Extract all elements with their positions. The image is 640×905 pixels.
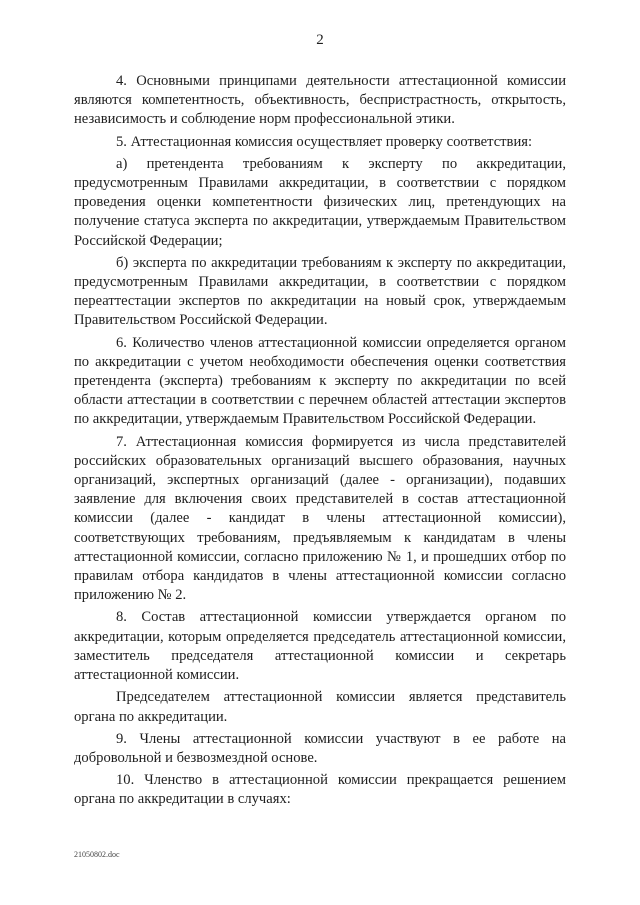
paragraph-8-chair: Председателем аттестационной комиссии является представитель органа по аккредитации. <box>74 689 566 725</box>
paragraph-5: 5. Аттестационная комиссия осуществляет проверку соответствия: <box>116 133 533 150</box>
paragraph-5b: б) эксперта по аккредитации требованиям к эксперту по аккредитации, предусмотренным Правилами аккредитации, в соответствии с порядком переаттестации экспертов по аккредитации на новый срок, утверждаемым Правительством Российской Федерации. <box>74 254 566 329</box>
paragraph-6: 6. Количество членов аттестационной комиссии определяется органом по аккредитации с учетом необходимости обеспечения оценки соответствия претендента (эксперта) требованиям к эксперту по аккредитации по всей области аттестации в соответствии с перечнем областей аттестации экспертов по аккредитации, утверждаемым Правительством Российской Федерации. <box>74 334 566 428</box>
page-number: 2 <box>316 32 324 48</box>
paragraph-8: 8. Состав аттестационной комиссии утверждается органом по аккредитации, которым определяется председатель аттестационной комиссии, заместитель председателя аттестационной комиссии и секретарь аттестационной комиссии. <box>74 609 566 684</box>
paragraph-7: 7. Аттестационная комиссия формируется из числа представителей российских образовательных организаций высшего образования, научных организаций, экспертных организаций (далее - организации), подавших заявление для включения своих представителей в состав аттестационной комиссии (далее - кандидат в члены аттестационной комиссии), соответствующих требованиям, предъявляемым к кандидатам в члены аттестационной комиссии, согласно приложению № 1, и прошедших отбор по правилам отбора кандидатов в члены аттестационной комиссии согласно приложению № 2. <box>74 433 566 604</box>
footer-filename: 21050802.doc <box>74 850 120 859</box>
paragraph-5a: а) претендента требованиям к эксперту по аккредитации, предусмотренным Правилами аккредитации, в соответствии с порядком проведения оценки компетентности физических лиц, претендующих на получение статуса эксперта по аккредитации, утверждаемым Правительством Российской Федерации; <box>74 155 566 249</box>
paragraph-10: 10. Членство в аттестационной комиссии прекращается решением органа по аккредитации в случаях: <box>74 772 566 808</box>
paragraph-9: 9. Члены аттестационной комиссии участвуют в ее работе на добровольной и безвозмездной основе. <box>74 730 566 766</box>
paragraph-4: 4. Основными принципами деятельности аттестационной комиссии являются компетентность, объективность, беспристрастность, открытость, независимость и соблюдение норм профессиональной этики. <box>74 73 566 128</box>
document-body <box>74 72 566 813</box>
